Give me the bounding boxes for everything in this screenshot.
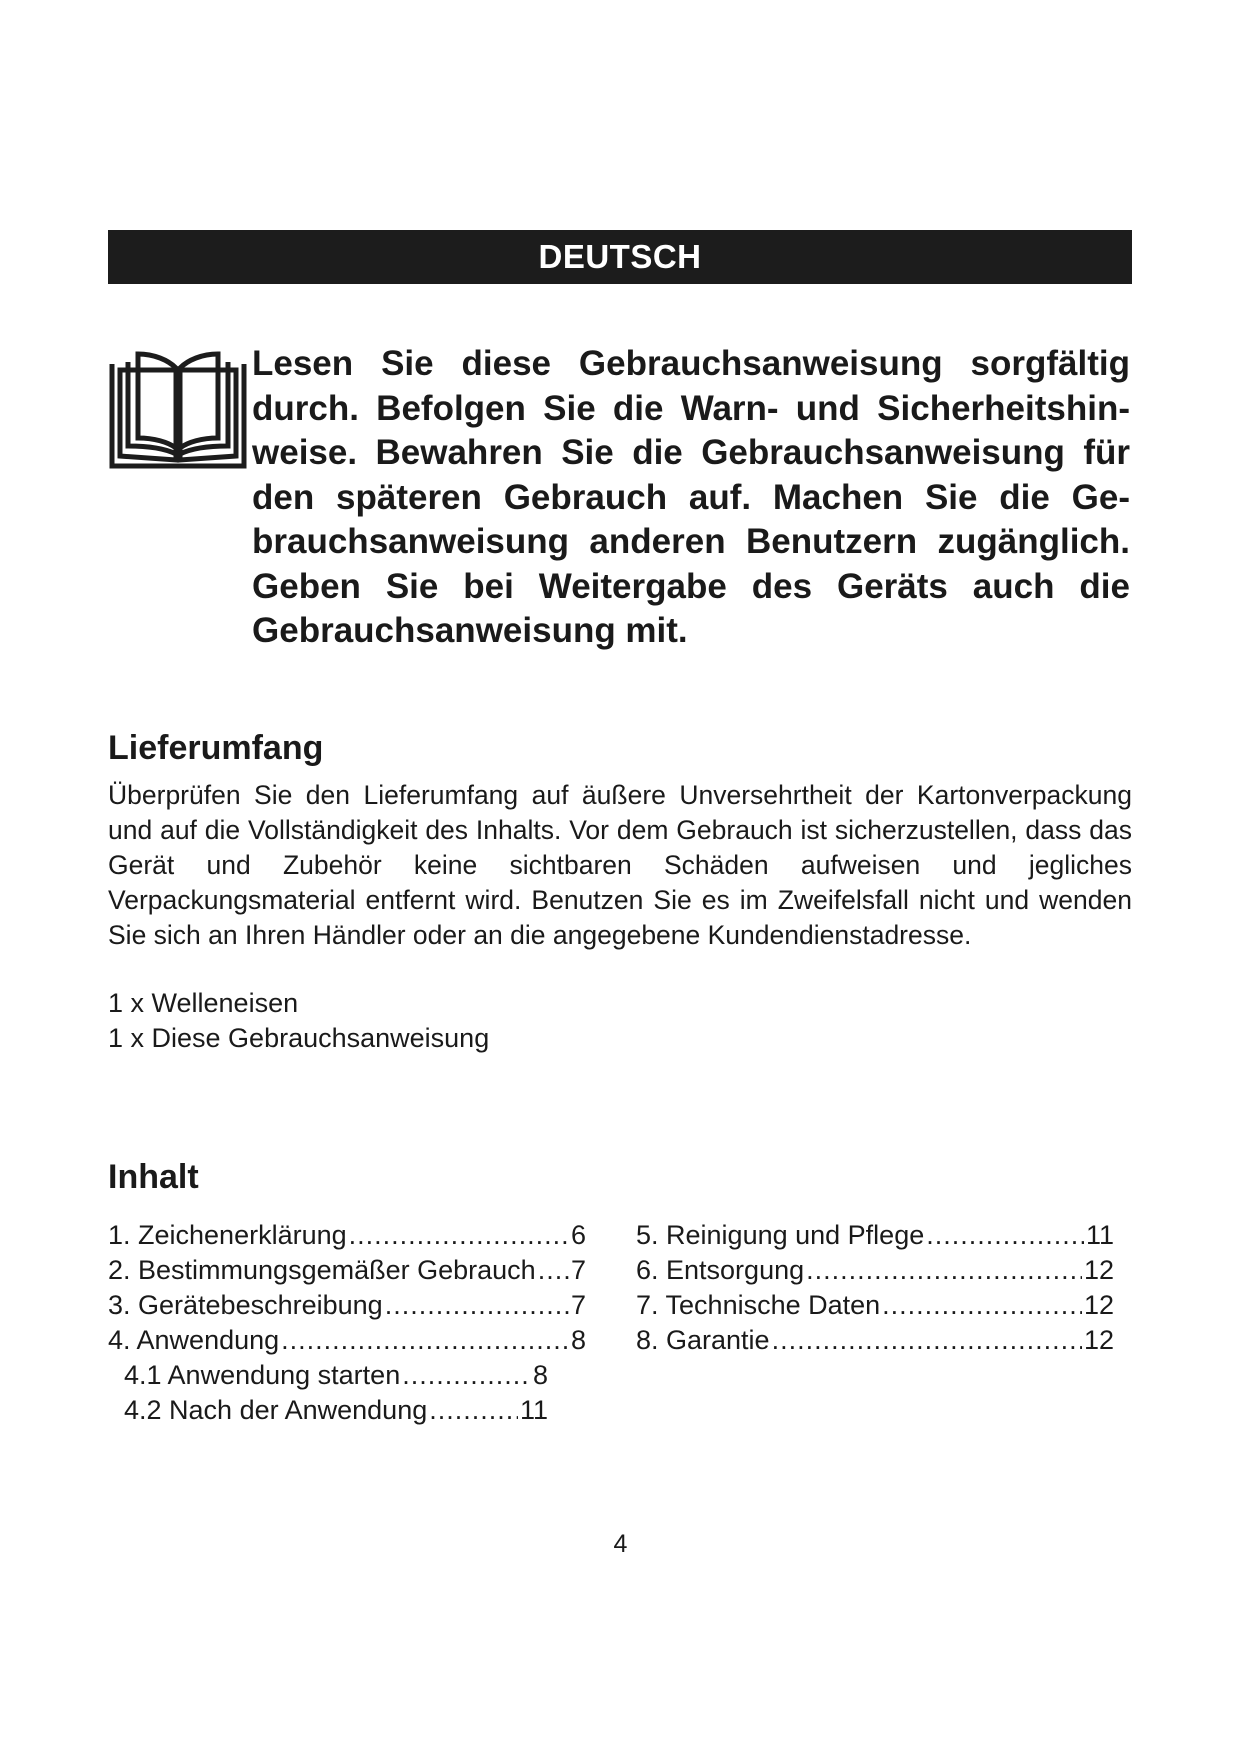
toc-entry-label: 4.1 Anwendung starten: [124, 1360, 401, 1390]
toc-column-left: [108, 1218, 586, 1428]
toc-leader: [402, 1358, 531, 1393]
delivery-item: 1 x Welleneisen: [108, 988, 299, 1018]
delivery-text: Überprüfen Sie den Lieferumfang auf äußere Unversehrtheit der Kartonverpackung und auf die Vollständigkeit des Inhalts. Vor dem Gebrauch ist sicherzustellen, dass das Gerät und Zubehör keine sichtbaren Schäden aufweisen und jegliches Verpackungsmaterial entfernt wird. Benutzen Sie es im Zweifelsfall nicht und wenden Sie sich an Ihren Händler oder an die angegebene Kundendienstadresse.: [108, 780, 1132, 950]
toc-entry: [636, 1288, 1114, 1323]
toc-subentry: [108, 1358, 548, 1393]
page-number: 4: [613, 1530, 628, 1558]
toc-entry-label: 4. Anwendung: [108, 1325, 280, 1355]
toc-entry: [636, 1253, 1114, 1288]
toc-leader: [281, 1323, 569, 1358]
toc-leader: [538, 1253, 569, 1288]
toc-entry-page: 7: [570, 1290, 586, 1320]
toc-column-right: [636, 1218, 1114, 1358]
toc-leader: [806, 1253, 1082, 1288]
open-book-icon: [108, 348, 248, 470]
toc-leader: [882, 1288, 1082, 1323]
language-label: DEUTSCH: [538, 238, 702, 275]
delivery-item: 1 x Diese Gebrauchsanweisung: [108, 1023, 490, 1053]
toc-entry-label: 4.2 Nach der Anwendung: [124, 1395, 428, 1425]
toc-subentry: [108, 1393, 548, 1428]
delivery-list: [108, 986, 489, 1056]
toc-leader: [772, 1323, 1082, 1358]
toc-entry-label: 5. Reinigung und Pflege: [636, 1220, 925, 1250]
toc-entry: [108, 1288, 586, 1323]
toc-entry-page: 11: [519, 1395, 548, 1425]
toc-leader: [349, 1218, 569, 1253]
toc-entry: [108, 1218, 586, 1253]
toc-entry-label: 7. Technische Daten: [636, 1290, 881, 1320]
toc-entry: [636, 1218, 1114, 1253]
toc-entry: [636, 1323, 1114, 1358]
toc-entry-page: 6: [570, 1220, 586, 1250]
toc-entry-page: 7: [570, 1255, 586, 1285]
toc-entry: [108, 1253, 586, 1288]
toc-entry-page: 8: [570, 1325, 586, 1355]
toc-entry-page: 12: [1083, 1255, 1114, 1285]
toc-entry-page: 12: [1083, 1290, 1114, 1320]
toc-entry-label: 3. Gerätebeschreibung: [108, 1290, 383, 1320]
toc-entry: [108, 1323, 586, 1358]
toc-entry-label: 6. Entsorgung: [636, 1255, 805, 1285]
safety-warning-text: Lesen Sie diese Gebrauchsanweisung sorgfältig durch. Befolgen Sie die Warn- und Sicherheitshinweise. Bewahren Sie die Gebrauchsanweisung für den späteren Gebrauch auf. Machen Sie die Gebrauchsanweisung anderen Benutzern zugänglich. Geben Sie bei Weitergabe des Geräts auch die Gebrauchsanweisung mit.: [252, 344, 1130, 650]
delivery-title: Lieferumfang: [108, 729, 324, 767]
toc-entry-label: 1. Zeichenerklärung: [108, 1220, 347, 1250]
toc-entry-page: 11: [1085, 1220, 1114, 1250]
contents-title: Inhalt: [108, 1158, 199, 1196]
toc-entry-page: 8: [532, 1360, 548, 1390]
toc-leader: [385, 1288, 569, 1323]
language-banner: [108, 230, 1132, 284]
toc-entry-page: 12: [1083, 1325, 1114, 1355]
toc-leader: [429, 1393, 518, 1428]
toc-entry-label: 2. Bestimmungsgemäßer Gebrauch: [108, 1255, 536, 1285]
toc-leader: [926, 1218, 1084, 1253]
toc-entry-label: 8. Garantie: [636, 1325, 770, 1355]
